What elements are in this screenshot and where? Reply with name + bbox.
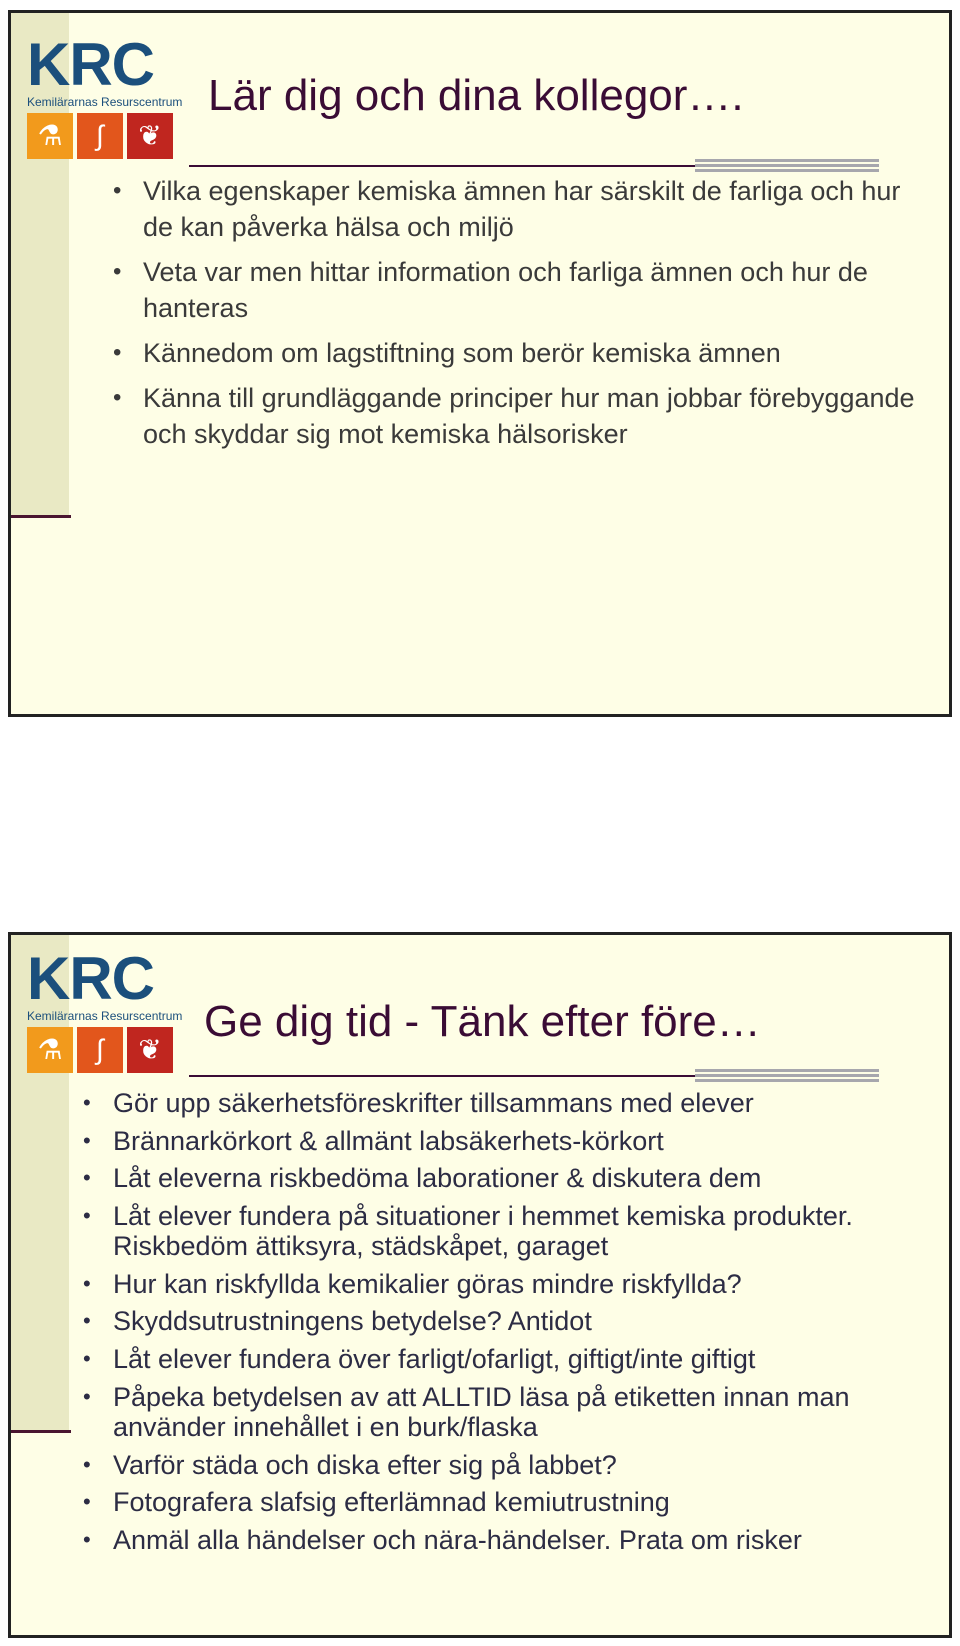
list-item: • Låt eleverna riskbedöma laborationer & diskutera dem: [113, 1163, 943, 1193]
list-item: • Vilka egenskaper kemiska ämnen har särskilt de farliga och hur de kan påverka hälsa och miljö: [143, 173, 933, 245]
slide-title: Lär dig och dina kollegor….: [208, 71, 744, 120]
list-item: • Veta var men hittar information och farliga ämnen och hur de hanteras: [143, 254, 933, 326]
slide-1: [8, 10, 952, 717]
bullet-list: [143, 173, 933, 461]
list-item: • Hur kan riskfyllda kemikalier göras mindre riskfyllda?: [113, 1269, 943, 1299]
logo-wordmark: KRC: [27, 945, 154, 1012]
list-item: • Skyddsutrustningens betydelse? Antidot: [113, 1306, 943, 1336]
leaf-icon: ❦: [127, 113, 173, 159]
slide-2: [8, 932, 952, 1638]
leaf-icon: ❦: [127, 1027, 173, 1073]
list-item: • Brännarkörkort & allmänt labsäkerhets-körkort: [113, 1126, 943, 1156]
list-item: • Gör upp säkerhetsföreskrifter tillsammans med elever: [113, 1088, 943, 1118]
title-underline: [189, 1075, 695, 1077]
logo-tiles: [27, 113, 187, 159]
logo-wordmark: KRC: [27, 31, 154, 98]
title-stripes: [695, 1069, 879, 1087]
logo-subtitle: Kemilärarnas Resurscentrum: [27, 95, 183, 109]
list-item: • Låt elever fundera på situationer i hemmet kemiska produkter. Riskbedöm ättiksyra, städskåpet, garaget: [113, 1201, 943, 1261]
slide-title: Ge dig tid - Tänk efter före…: [204, 997, 761, 1046]
title-underline: [189, 165, 695, 167]
bullet-list: [113, 1088, 943, 1563]
list-item: • Varför städa och diska efter sig på labbet?: [113, 1450, 943, 1480]
flask-icon: ⚗: [27, 1027, 73, 1073]
dna-icon: ∫: [77, 1027, 123, 1073]
list-item: • Anmäl alla händelser och nära-händelser. Prata om risker: [113, 1525, 943, 1555]
dna-icon: ∫: [77, 113, 123, 159]
list-item: • Kännedom om lagstiftning som berör kemiska ämnen: [143, 335, 933, 371]
flask-icon: ⚗: [27, 113, 73, 159]
side-divider: [11, 515, 71, 518]
list-item: • Påpeka betydelsen av att ALLTID läsa på etiketten innan man använder innehållet i en burk/flaska: [113, 1382, 943, 1442]
list-item: • Låt elever fundera över farligt/ofarligt, giftigt/inte giftigt: [113, 1344, 943, 1374]
list-item: • Fotografera slafsig efterlämnad kemiutrustning: [113, 1487, 943, 1517]
logo-tiles: [27, 1027, 187, 1073]
list-item: • Känna till grundläggande principer hur man jobbar förebyggande och skyddar sig mot kemiska hälsorisker: [143, 380, 933, 452]
krc-logo: [27, 945, 187, 1073]
side-divider: [11, 1430, 71, 1433]
logo-subtitle: Kemilärarnas Resurscentrum: [27, 1009, 183, 1023]
krc-logo: [27, 31, 187, 159]
